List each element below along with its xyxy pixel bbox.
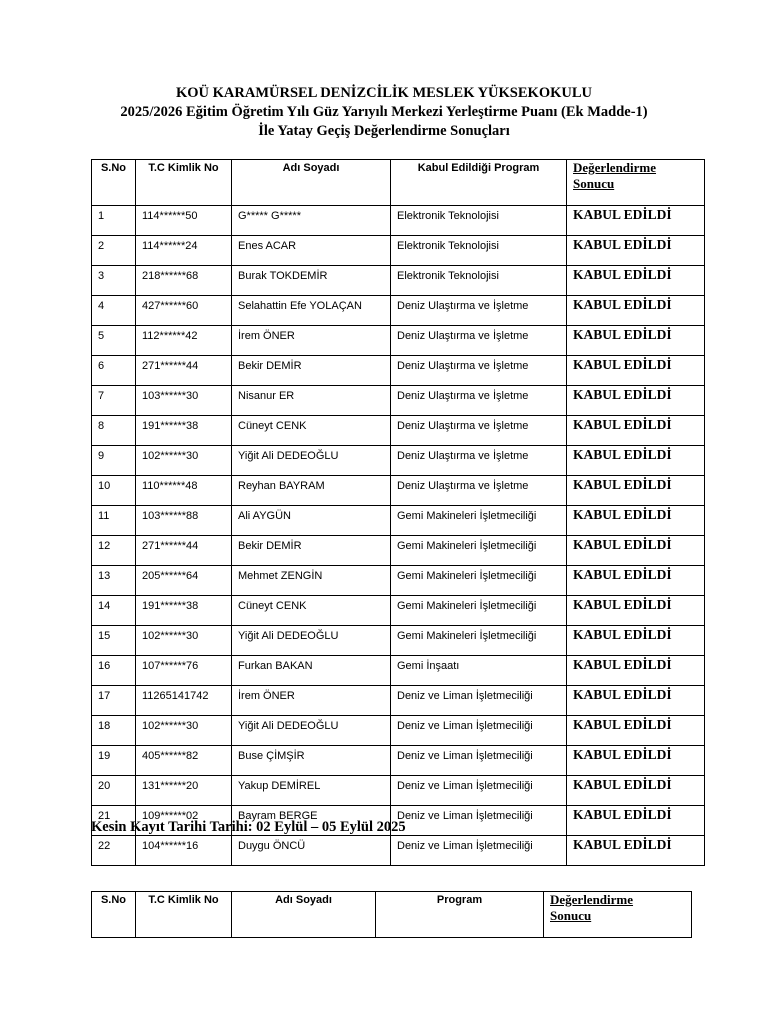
column-header-tc: T.C Kimlik No [136,160,232,206]
row-tc-number: 191******38 [136,596,232,626]
column-header-result-line2: Sonucu [573,176,615,191]
row-sno: 5 [92,326,136,356]
row-result: KABUL EDİLDİ [567,356,705,386]
row-sno: 22 [92,836,136,866]
row-name: Nisanur ER [232,386,391,416]
row-program: Deniz ve Liman İşletmeciliği [391,716,567,746]
row-program: Elektronik Teknolojisi [391,236,567,266]
row-sno: 10 [92,476,136,506]
row-result: KABUL EDİLDİ [567,596,705,626]
row-name: Furkan BAKAN [232,656,391,686]
row-program: Deniz ve Liman İşletmeciliği [391,836,567,866]
column-header-result-line1: Değerlendirme [550,892,634,907]
table-row [92,326,705,356]
row-name: Buse ÇİMŞİR [232,746,391,776]
column-header-result-line1: Değerlendirme [573,160,657,175]
row-sno: 2 [92,236,136,266]
table-row [92,506,705,536]
row-result: KABUL EDİLDİ [567,386,705,416]
row-sno: 20 [92,776,136,806]
table-row [92,386,705,416]
row-program: Deniz ve Liman İşletmeciliği [391,746,567,776]
row-result: KABUL EDİLDİ [567,476,705,506]
row-program: Gemi Makineleri İşletmeciliği [391,596,567,626]
row-name: Yiğit Ali DEDEOĞLU [232,626,391,656]
row-tc-number: 271******44 [136,356,232,386]
row-tc-number: 109******02 [136,806,232,836]
row-result: KABUL EDİLDİ [567,746,705,776]
row-sno: 1 [92,206,136,236]
table-row [92,776,705,806]
row-name: Bekir DEMİR [232,536,391,566]
table-row [92,656,705,686]
table-row [92,266,705,296]
row-program: Deniz Ulaştırma ve İşletme [391,476,567,506]
row-result: KABUL EDİLDİ [567,776,705,806]
row-tc-number: 110******48 [136,476,232,506]
row-result: KABUL EDİLDİ [567,626,705,656]
row-result: KABUL EDİLDİ [567,836,705,866]
row-sno: 4 [92,296,136,326]
row-tc-number: 205******64 [136,566,232,596]
table-row [92,596,705,626]
row-sno: 15 [92,626,136,656]
row-program: Deniz Ulaştırma ve İşletme [391,446,567,476]
row-program: Elektronik Teknolojisi [391,206,567,236]
row-name: Reyhan BAYRAM [232,476,391,506]
table-row [92,356,705,386]
column-header-tc: T.C Kimlik No [136,892,232,938]
table-row [92,536,705,566]
column-header-result [567,160,705,206]
row-tc-number: 114******50 [136,206,232,236]
row-sno: 7 [92,386,136,416]
row-result: KABUL EDİLDİ [567,446,705,476]
row-name: İrem ÖNER [232,686,391,716]
table-row [92,566,705,596]
row-program: Deniz Ulaştırma ve İşletme [391,356,567,386]
row-program: Deniz Ulaştırma ve İşletme [391,326,567,356]
column-header-result-line2: Sonucu [550,908,592,923]
table-row [92,836,705,866]
row-result: KABUL EDİLDİ [567,686,705,716]
row-sno: 8 [92,416,136,446]
row-tc-number: 218******68 [136,266,232,296]
institution-title: KOÜ KARAMÜRSEL DENİZCİLİK MESLEK YÜKSEKOKULU [175,85,592,101]
row-name: Mehmet ZENGİN [232,566,391,596]
row-name: İrem ÖNER [232,326,391,356]
table-row [92,236,705,266]
document-subtitle-2: İle Yatay Geçiş Değerlendirme Sonuçları [258,123,510,139]
row-result: KABUL EDİLDİ [567,656,705,686]
row-name: Bekir DEMİR [232,356,391,386]
table-row [92,416,705,446]
row-program: Gemi Makineleri İşletmeciliği [391,506,567,536]
registration-date-note: Kesin Kayıt Tarihi Tarihi: 02 Eylül – 05 Eylül 2025 [91,819,406,835]
row-program: Gemi İnşaatı [391,656,567,686]
row-sno: 11 [92,506,136,536]
row-sno: 18 [92,716,136,746]
second-table-header [92,892,692,938]
row-result: KABUL EDİLDİ [567,296,705,326]
document-header [0,84,768,141]
row-tc-number: 405******82 [136,746,232,776]
row-name: Yakup DEMİREL [232,776,391,806]
row-tc-number: 11265141742 [136,686,232,716]
table-row [92,746,705,776]
row-program: Gemi Makineleri İşletmeciliği [391,626,567,656]
table-row [92,446,705,476]
row-result: KABUL EDİLDİ [567,506,705,536]
row-name: Selahattin Efe YOLAÇAN [232,296,391,326]
row-sno: 6 [92,356,136,386]
row-result: KABUL EDİLDİ [567,236,705,266]
results-table-body [92,206,705,866]
row-name: Yiğit Ali DEDEOĞLU [232,716,391,746]
column-header-program: Program [376,892,544,938]
row-program: Deniz ve Liman İşletmeciliği [391,776,567,806]
table-row [92,686,705,716]
row-tc-number: 102******30 [136,626,232,656]
row-program: Deniz Ulaştırma ve İşletme [391,416,567,446]
row-name: Cüneyt CENK [232,596,391,626]
row-name: Ali AYGÜN [232,506,391,536]
row-sno: 17 [92,686,136,716]
row-program: Deniz ve Liman İşletmeciliği [391,686,567,716]
row-result: KABUL EDİLDİ [567,266,705,296]
row-name: Cüneyt CENK [232,416,391,446]
row-name: Burak TOKDEMİR [232,266,391,296]
row-result: KABUL EDİLDİ [567,806,705,836]
row-tc-number: 102******30 [136,716,232,746]
row-sno: 14 [92,596,136,626]
row-name: Yiğit Ali DEDEOĞLU [232,446,391,476]
row-sno: 16 [92,656,136,686]
row-sno: 21 [92,806,136,836]
row-tc-number: 104******16 [136,836,232,866]
column-header-name: Adı Soyadı [232,892,376,938]
row-name: Enes ACAR [232,236,391,266]
row-name: Duygu ÖNCÜ [232,836,391,866]
results-table [91,159,705,866]
column-header-sno: S.No [92,160,136,206]
row-tc-number: 131******20 [136,776,232,806]
row-result: KABUL EDİLDİ [567,206,705,236]
results-table-header [92,160,705,206]
row-program: Gemi Makineleri İşletmeciliği [391,566,567,596]
table-row [92,206,705,236]
table-row [92,716,705,746]
row-sno: 3 [92,266,136,296]
row-name: G***** G***** [232,206,391,236]
row-result: KABUL EDİLDİ [567,566,705,596]
row-tc-number: 427******60 [136,296,232,326]
row-tc-number: 112******42 [136,326,232,356]
row-name: Bayram BERGE [232,806,391,836]
row-sno: 13 [92,566,136,596]
table-row [92,296,705,326]
second-results-table [91,891,692,938]
row-result: KABUL EDİLDİ [567,536,705,566]
row-tc-number: 107******76 [136,656,232,686]
column-header-result [544,892,692,938]
row-result: KABUL EDİLDİ [567,716,705,746]
table-row [92,626,705,656]
row-tc-number: 114******24 [136,236,232,266]
table-row [92,476,705,506]
row-program: Gemi Makineleri İşletmeciliği [391,536,567,566]
row-sno: 12 [92,536,136,566]
column-header-program: Kabul Edildiği Program [391,160,567,206]
row-program: Deniz Ulaştırma ve İşletme [391,386,567,416]
row-program: Deniz Ulaştırma ve İşletme [391,296,567,326]
row-result: KABUL EDİLDİ [567,416,705,446]
column-header-name: Adı Soyadı [232,160,391,206]
column-header-sno: S.No [92,892,136,938]
row-tc-number: 191******38 [136,416,232,446]
row-tc-number: 103******88 [136,506,232,536]
row-program: Elektronik Teknolojisi [391,266,567,296]
row-sno: 9 [92,446,136,476]
row-tc-number: 102******30 [136,446,232,476]
row-sno: 19 [92,746,136,776]
row-tc-number: 103******30 [136,386,232,416]
row-tc-number: 271******44 [136,536,232,566]
row-program: Deniz ve Liman İşletmeciliği [391,806,567,836]
document-subtitle: 2025/2026 Eğitim Öğretim Yılı Güz Yarıyılı Merkezi Yerleştirme Puanı (Ek Madde-1) [120,104,648,120]
row-result: KABUL EDİLDİ [567,326,705,356]
